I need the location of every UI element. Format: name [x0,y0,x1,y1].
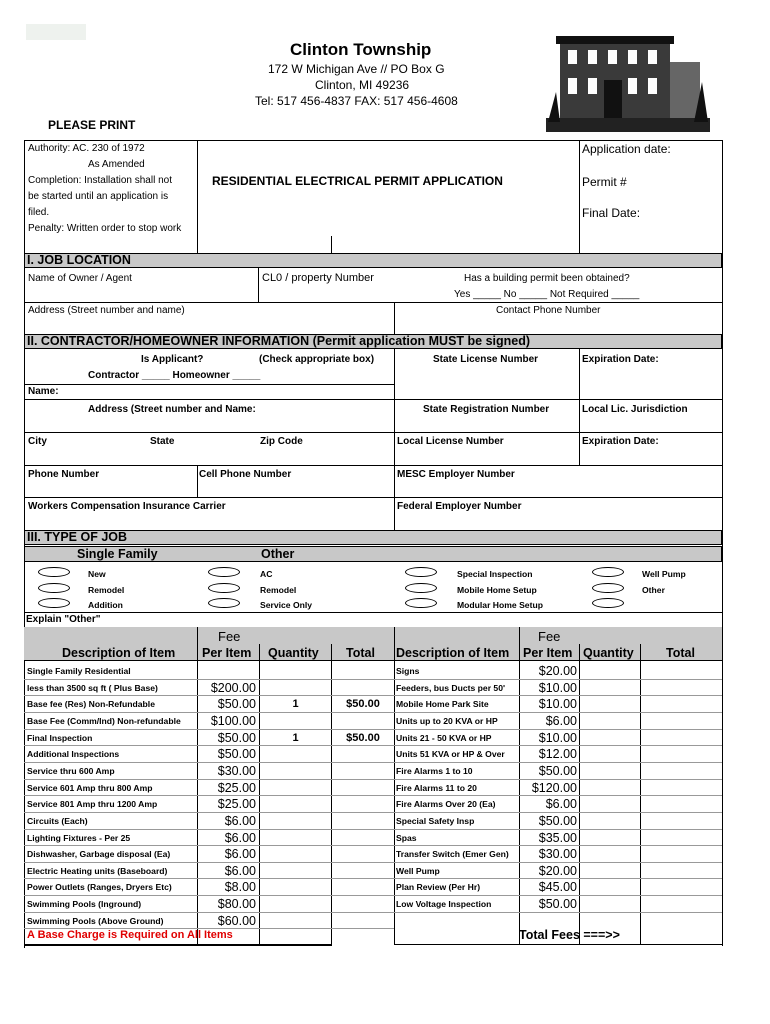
quantity-cell-right[interactable] [580,795,640,812]
single-family-label: Single Family [77,547,158,561]
state-license-field[interactable]: State License Number [433,354,539,365]
fee-per-item-right: $35.00 [538,830,577,845]
fee-per-item-right: $20.00 [538,664,577,678]
option-addition: Addition [88,600,123,610]
fee-item-left: Service 801 Amp thru 1200 Amp [27,799,158,810]
base-charge-note: A Base Charge is Required on All Items [27,929,233,941]
state-registration-field[interactable]: State Registration Number [423,404,550,415]
authority-line-3: Completion: Installation shall not [28,175,172,186]
quantity-cell-right[interactable] [580,878,640,895]
job-address-field[interactable]: Address (Street number and name) [28,305,185,316]
section-type-of-job: III. TYPE OF JOB [24,530,722,545]
total-right: Total [666,646,695,660]
fee-item-left: Base fee (Res) Non-Refundable [27,699,155,710]
fee-item-left: Circuits (Each) [27,815,88,826]
total-left: Total [346,646,375,660]
authority-line-4: be started until an application is [28,191,169,202]
address-line-1: 172 W Michigan Ave // PO Box G [268,62,445,76]
fee-per-item-left: $6.00 [224,830,256,845]
desc-header-right: Description of Item [396,646,510,660]
fee-per-item-left: $200.00 [210,680,256,695]
workers-comp-field[interactable]: Workers Compensation Insurance Carrier [28,501,226,512]
fee-item-right: Well Pump [396,865,440,876]
fee-per-item-left: $25.00 [217,780,256,795]
phone-fax: Tel: 517 456-4837 FAX: 517 456-4608 [255,94,458,108]
quantity-cell-right[interactable] [580,779,640,796]
fee-per-item-right: $10.00 [538,730,577,745]
city-field[interactable]: City [28,436,47,447]
application-date-field[interactable]: Application date: [582,142,671,156]
radio-extra[interactable] [592,598,624,608]
fee-per-item-left: $50.00 [217,730,256,745]
property-number-field[interactable]: CL0 / property Number [262,272,374,284]
option-mobile-home: Mobile Home Setup [457,585,537,595]
cell-phone-field[interactable]: Cell Phone Number [199,469,292,480]
total-fees-label: Total Fees ===>> [519,928,620,942]
address-line-2: Clinton, MI 49236 [315,78,410,92]
fee-item-left: less than 3500 sq ft ( Plus Base) [27,682,158,693]
fee-per-item-left: $6.00 [224,847,256,862]
expiration-date-2[interactable]: Expiration Date: [582,436,659,447]
quantity-cell-right[interactable] [580,662,640,679]
option-remodel: Remodel [88,585,125,595]
radio-other-remodel[interactable] [208,583,240,593]
quantity-cell-right[interactable] [580,745,640,762]
permit-number-field[interactable]: Permit # [582,175,627,189]
fee-item-right: Fire Alarms 1 to 10 [396,765,473,776]
quantity-cell-right[interactable] [580,829,640,846]
fee-per-item-right: $20.00 [538,863,577,878]
authority-line-6: Penalty: Written order to stop work [28,223,182,234]
fee-per-item-left: $50.00 [217,747,256,762]
desc-header-left: Description of Item [62,646,176,660]
radio-well-pump[interactable] [592,567,624,577]
option-other-remodel: Remodel [260,585,297,595]
fee-item-left: Swimming Pools (Inground) [27,899,142,910]
section-job-location: I. JOB LOCATION [24,253,722,268]
quantity-cell-right[interactable] [580,895,640,912]
radio-addition[interactable] [38,598,70,608]
form-title: RESIDENTIAL ELECTRICAL PERMIT APPLICATION [212,174,503,188]
radio-service-only[interactable] [208,598,240,608]
fee-per-item-right: $30.00 [538,847,577,862]
fee-per-item-left: $25.00 [217,797,256,812]
fee-item-right: Low Voltage Inspection [396,899,492,910]
fee-per-item-left: $30.00 [217,763,256,778]
phone-number-field[interactable]: Phone Number [28,469,100,480]
fee-label-right: Fee [538,629,561,644]
quantity-right: Quantity [583,646,634,660]
other-label: Other [261,547,295,561]
fee-per-item-right: $45.00 [538,880,577,895]
contractor-homeowner-choice[interactable]: Contractor _____ Homeowner _____ [88,370,261,381]
fee-per-item-right: $120.00 [531,780,577,795]
final-date-field[interactable]: Final Date: [582,206,641,220]
radio-special-inspection[interactable] [405,567,437,577]
fee-per-item-left: $50.00 [217,697,256,712]
option-ac: AC [260,569,273,579]
fee-item-left: Base Fee (Comm/Ind) Non-refundable [27,715,181,726]
fee-per-item-right: $50.00 [538,763,577,778]
building-permit-question: Has a building permit been obtained? [464,273,630,284]
building-permit-options[interactable]: Yes _____ No _____ Not Required _____ [454,289,640,300]
fee-per-item-right: $50.00 [538,813,577,828]
local-jurisdiction-field[interactable]: Local Lic. Jurisdiction [582,404,688,415]
is-applicant-label: Is Applicant? [141,354,204,365]
per-item-left: Per Item [202,646,252,660]
fee-item-left: Single Family Residential [27,666,131,676]
fee-item-left: Service 601 Amp thru 800 Amp [27,782,153,793]
option-other: Other [642,585,665,595]
quantity-cell-right[interactable] [580,812,640,829]
fee-item-left: Additional Inspections [27,749,120,760]
check-box-label: (Check appropriate box) [259,354,375,365]
local-license-field[interactable]: Local License Number [397,436,504,447]
fee-per-item-left: $6.00 [224,863,256,878]
owner-agent-field[interactable]: Name of Owner / Agent [28,273,132,284]
fee-item-right: Fire Alarms Over 20 (Ea) [396,799,496,810]
fee-item-right: Mobile Home Park Site [396,699,489,710]
quantity-cell-right[interactable] [580,845,640,862]
fee-item-right: Units 21 - 50 KVA or HP [396,732,492,743]
quantity-cell-left[interactable]: 1 [292,698,299,711]
authority-line-5: filed. [28,207,50,218]
fee-item-right: Units 51 KVA or HP & Over [396,749,505,760]
fee-item-right: Spas [396,832,417,843]
fee-item-left: Swimming Pools (Above Ground) [27,915,164,926]
fee-item-right: Signs [396,666,420,676]
federal-employer-field[interactable]: Federal Employer Number [397,501,522,512]
contact-phone-field[interactable]: Contact Phone Number [496,305,601,316]
fee-per-item-right: $10.00 [538,697,577,712]
township-hall-image [546,22,710,132]
radio-new[interactable] [38,567,70,577]
fee-item-left: Dishwasher, Garbage disposal (Ea) [27,849,171,860]
per-item-right: Per Item [523,646,573,660]
radio-remodel[interactable] [38,583,70,593]
quantity-cell-right[interactable] [580,762,640,779]
contractor-name-field[interactable]: Name: [28,386,59,397]
fee-item-right: Feeders, bus Ducts per 50' [396,682,506,693]
total-cell-left: $50.00 [346,731,380,744]
fee-per-item-left: $8.00 [224,880,256,895]
quantity-left: Quantity [268,646,319,660]
contractor-address-field[interactable]: Address (Street number and Name: [88,404,256,415]
top-left-box [26,24,86,40]
fee-item-right: Special Safety Insp [396,815,475,826]
fee-per-item-right: $6.00 [545,797,577,812]
fee-item-left: Final Inspection [27,732,93,743]
fee-per-item-left: $100.00 [210,713,256,728]
fee-per-item-left: $60.00 [217,913,256,928]
expiration-date-1[interactable]: Expiration Date: [582,354,659,365]
fee-per-item-left: $80.00 [217,897,256,912]
section-contractor: II. CONTRACTOR/HOMEOWNER INFORMATION (Permit application MUST be signed) [24,334,722,349]
fee-item-right: Transfer Switch (Emer Gen) [396,849,509,860]
zip-field[interactable]: Zip Code [260,436,303,447]
quantity-cell-right[interactable] [580,729,640,746]
option-modular-home: Modular Home Setup [457,600,543,610]
authority-line-1: Authority: AC. 230 of 1972 [28,143,145,154]
quantity-cell-left[interactable]: 1 [292,731,299,744]
quantity-cell-right[interactable] [580,862,640,879]
authority-line-2: As Amended [88,159,145,170]
fee-per-item-right: $50.00 [538,897,577,912]
please-print: PLEASE PRINT [48,118,136,132]
quantity-cell-right[interactable] [580,679,640,696]
fee-item-left: Lighting Fixtures - Per 25 [27,832,131,843]
option-service-only: Service Only [260,600,313,610]
option-special-inspection: Special Inspection [457,569,533,579]
fee-item-left: Electric Heating units (Baseboard) [27,865,168,876]
fee-per-item-right: $12.00 [538,747,577,762]
fee-item-right: Units up to 20 KVA or HP [396,715,498,726]
radio-modular-home[interactable] [405,598,437,608]
explain-other-field[interactable]: Explain "Other" [26,614,101,625]
quantity-cell-right[interactable] [580,712,640,729]
fee-item-left: Power Outlets (Ranges, Dryers Etc) [27,882,172,893]
fee-per-item-right: $10.00 [538,680,577,695]
option-well-pump: Well Pump [642,569,686,579]
option-new: New [88,569,106,579]
fee-label-left: Fee [218,629,241,644]
quantity-cell-right[interactable] [580,695,640,712]
page-title: Clinton Township [290,40,432,59]
fee-per-item-right: $6.00 [545,713,577,728]
fee-item-left: Service thru 600 Amp [27,765,115,776]
fee-item-right: Fire Alarms 11 to 20 [396,782,477,793]
total-cell-left: $50.00 [346,698,380,711]
mesc-employer-field[interactable]: MESC Employer Number [397,469,515,480]
radio-mobile-home[interactable] [405,583,437,593]
fee-item-right: Plan Review (Per Hr) [396,882,481,893]
fee-per-item-left: $6.00 [224,813,256,828]
radio-ac[interactable] [208,567,240,577]
state-field[interactable]: State [150,436,175,447]
radio-other[interactable] [592,583,624,593]
